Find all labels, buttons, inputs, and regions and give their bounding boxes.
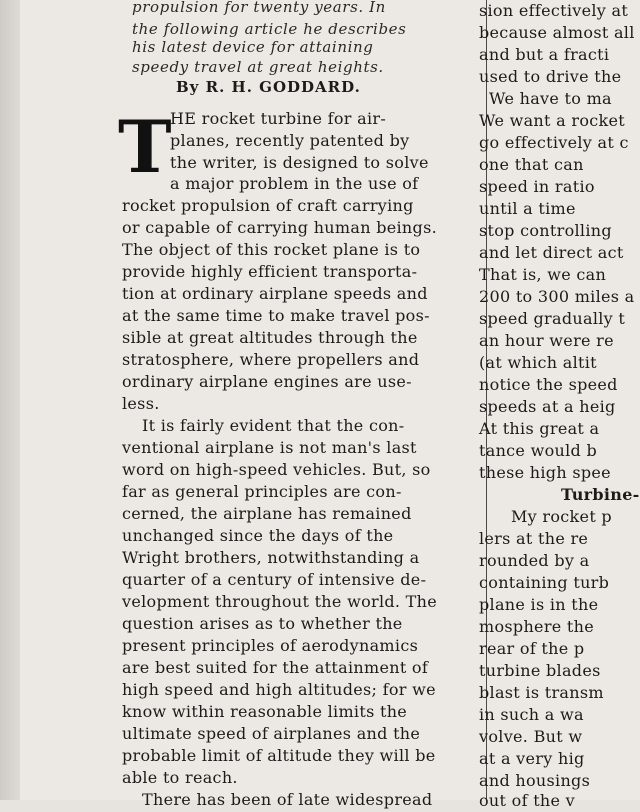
body-line: sion effectively at (479, 1, 629, 20)
adjacent-column (475, 0, 640, 810)
body-line: the writer, is designed to solve (170, 153, 429, 172)
body-line: rear of the p (479, 639, 585, 658)
body-line: one that can (479, 155, 584, 174)
body-line: lers at the re (479, 529, 589, 548)
body-line: notice the speed (479, 375, 618, 394)
body-line: rocket propulsion of craft carrying (122, 196, 414, 215)
body-line: stop controlling (479, 221, 612, 240)
body-line: quarter of a century of intensive de- (122, 570, 427, 589)
body-line: ventional airplane is not man's last (122, 438, 417, 457)
body-line: containing turb (479, 573, 610, 592)
body-line: plane is in the (479, 595, 599, 614)
intro-line: the following article he describes (132, 20, 407, 38)
body-line: at a very hig (479, 749, 585, 768)
body-line: planes, recently patented by (170, 131, 410, 150)
body-line: stratosphere, where propellers and (122, 350, 420, 369)
subheading: Turbine- (561, 485, 640, 504)
body-line: far as general principles are con- (122, 482, 402, 501)
body-line: blast is transm (479, 683, 604, 702)
body-line: and let direct act (479, 243, 624, 262)
body-line: an hour were re (479, 331, 614, 350)
body-line: present principles of aerodynamics (122, 636, 419, 655)
body-line: cerned, the airplane has remained (122, 504, 412, 523)
body-line: Wright brothers, notwithstanding a (122, 548, 420, 567)
body-line: The object of this rocket plane is to (122, 240, 421, 259)
drop-cap: T (118, 104, 172, 189)
body-line: ordinary airplane engines are use- (122, 372, 412, 391)
body-line: provide highly efficient transporta- (122, 262, 418, 281)
body-line: At this great a (479, 419, 600, 438)
body-line: There has been of late widespread (142, 790, 433, 809)
body-line: are best suited for the attainment of (122, 658, 429, 677)
body-line: able to reach. (122, 768, 238, 787)
intro-line: his latest device for attaining (132, 38, 374, 56)
body-line: high speed and high altitudes; for we (122, 680, 436, 699)
body-line: ultimate speed of airplanes and the (122, 724, 421, 743)
body-line: used to drive the (479, 67, 622, 86)
body-line: or capable of carrying human beings. (122, 218, 437, 237)
body-line: HE rocket turbine for air- (170, 109, 387, 128)
body-line: word on high-speed vehicles. But, so (122, 460, 431, 479)
body-line: That is, we can (479, 265, 607, 284)
body-line: sible at great altitudes through the (122, 328, 418, 347)
body-line: speed in ratio (479, 177, 595, 196)
body-line: at the same time to make travel pos- (122, 306, 430, 325)
body-line: My rocket p (511, 507, 612, 526)
byline: By R. H. GODDARD. (176, 78, 361, 96)
body-line: go effectively at c (479, 133, 629, 152)
body-line: out of the v (479, 791, 576, 810)
body-line: because almost all (479, 23, 635, 42)
body-line: 200 to 300 miles a (479, 287, 635, 306)
body-line: in such a wa (479, 705, 584, 724)
body-line: know within reasonable limits the (122, 702, 408, 721)
body-line: and but a fracti (479, 45, 610, 64)
body-line: volve. But w (479, 727, 583, 746)
body-line: speeds at a heig (479, 397, 616, 416)
body-line: mosphere the (479, 617, 595, 636)
body-line: (at which altit (479, 353, 597, 372)
intro-line: propulsion for twenty years. In (132, 0, 386, 16)
body-line: and housings (479, 771, 591, 790)
body-line: probable limit of altitude they will be (122, 746, 436, 765)
body-line: rounded by a (479, 551, 590, 570)
body-line: until a time (479, 199, 576, 218)
body-line: less. (122, 394, 160, 413)
article-column (118, 0, 494, 809)
body-line: question arises as to whether the (122, 614, 403, 633)
body-line: velopment throughout the world. The (122, 592, 438, 611)
body-line: these high spee (479, 463, 611, 482)
body-line: We want a rocket (479, 111, 626, 130)
body-line: unchanged since the days of the (122, 526, 394, 545)
body-line: speed gradually t (479, 309, 626, 328)
body-line: tance would b (479, 441, 598, 460)
body-line: turbine blades (479, 661, 601, 680)
body-line: a major problem in the use of (170, 174, 419, 193)
body-line: tion at ordinary airplane speeds and (122, 284, 428, 303)
body-line: We have to ma (489, 89, 612, 108)
intro-line: speedy travel at great heights. (132, 58, 384, 76)
page-margin (0, 0, 20, 800)
body-line: It is fairly evident that the con- (142, 416, 405, 435)
